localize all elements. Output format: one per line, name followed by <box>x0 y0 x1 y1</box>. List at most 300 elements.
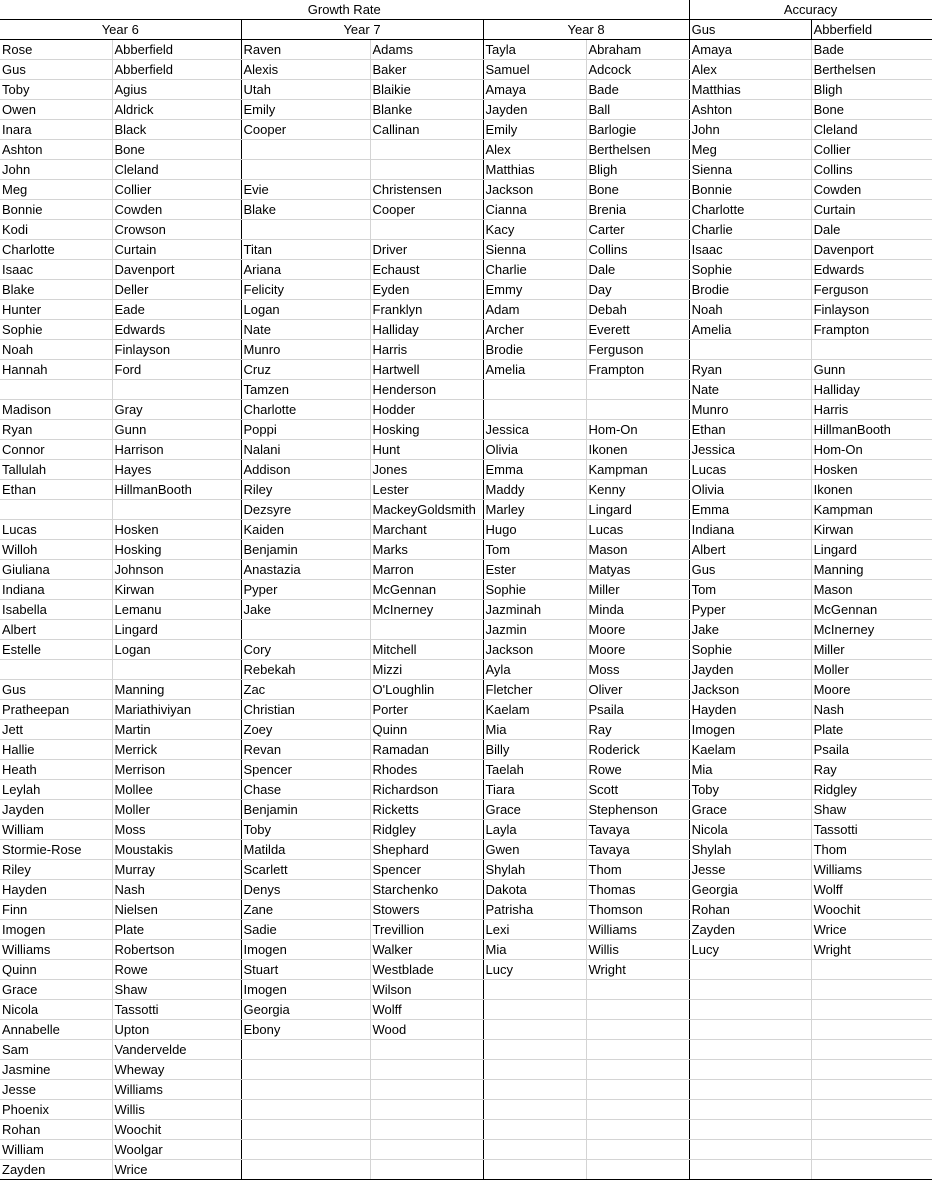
year6-last-name-cell: Plate <box>112 920 241 940</box>
year6-first-name-cell: Toby <box>0 80 112 100</box>
year6-last-name-cell: Moustakis <box>112 840 241 860</box>
year8-first-name-cell: Adam <box>483 300 586 320</box>
year7-last-name-cell: Rhodes <box>370 760 483 780</box>
table-row <box>0 1080 932 1100</box>
year7-first-name-cell: Revan <box>241 740 370 760</box>
year7-first-name-cell: Zoey <box>241 720 370 740</box>
accuracy-last-name-cell <box>811 1100 932 1120</box>
table-row <box>0 520 932 540</box>
year6-last-name-cell: Gunn <box>112 420 241 440</box>
year6-last-name-cell: Cowden <box>112 200 241 220</box>
year6-first-name-cell: Owen <box>0 100 112 120</box>
year7-last-name-cell: Ricketts <box>370 800 483 820</box>
year7-first-name-cell: Chase <box>241 780 370 800</box>
year6-last-name-cell: Nash <box>112 880 241 900</box>
year7-last-name-cell: Trevillion <box>370 920 483 940</box>
table-row <box>0 880 932 900</box>
year7-last-name-cell: Adams <box>370 40 483 60</box>
accuracy-first-name-cell: Shylah <box>689 840 811 860</box>
year8-last-name-cell: Ray <box>586 720 689 740</box>
year8-last-name-cell: Lucas <box>586 520 689 540</box>
year6-last-name-cell: Black <box>112 120 241 140</box>
accuracy-first-name-cell <box>689 1120 811 1140</box>
accuracy-last-name-cell <box>811 1040 932 1060</box>
year7-last-name-cell: MackeyGoldsmith <box>370 500 483 520</box>
year8-first-name-cell: Emily <box>483 120 586 140</box>
year7-last-name-cell: Blaikie <box>370 80 483 100</box>
year7-last-name-cell <box>370 1080 483 1100</box>
table-row <box>0 260 932 280</box>
year8-last-name-cell: Ferguson <box>586 340 689 360</box>
accuracy-first-name-cell: Noah <box>689 300 811 320</box>
accuracy-first-name-cell: Kaelam <box>689 740 811 760</box>
year6-first-name-cell: Hannah <box>0 360 112 380</box>
year6-last-name-cell: Williams <box>112 1080 241 1100</box>
table-row <box>0 180 932 200</box>
year6-first-name-cell: Sam <box>0 1040 112 1060</box>
year7-first-name-cell <box>241 140 370 160</box>
accuracy-first-name-cell: Charlie <box>689 220 811 240</box>
table-row <box>0 320 932 340</box>
accuracy-last-name-cell: Kirwan <box>811 520 932 540</box>
year7-last-name-cell: Hosking <box>370 420 483 440</box>
table-row <box>0 360 932 380</box>
year6-last-name-cell: Finlayson <box>112 340 241 360</box>
year6-first-name-cell: Hayden <box>0 880 112 900</box>
accuracy-first-name-cell <box>689 1000 811 1020</box>
year8-first-name-cell: Fletcher <box>483 680 586 700</box>
year7-first-name-cell: Zac <box>241 680 370 700</box>
table-row <box>0 200 932 220</box>
accuracy-first-name-cell <box>689 1080 811 1100</box>
year6-first-name-cell: Ryan <box>0 420 112 440</box>
table-row <box>0 140 932 160</box>
accuracy-first-name-cell: Charlotte <box>689 200 811 220</box>
year7-first-name-cell: Pyper <box>241 580 370 600</box>
year6-first-name-cell: Riley <box>0 860 112 880</box>
year6-first-name-cell: Grace <box>0 980 112 1000</box>
year8-last-name-cell: Carter <box>586 220 689 240</box>
year8-last-name-cell: Moore <box>586 640 689 660</box>
year7-last-name-cell: Ridgley <box>370 820 483 840</box>
year8-last-name-cell <box>586 1040 689 1060</box>
accuracy-first-name-cell <box>689 1020 811 1040</box>
year8-last-name-cell: Roderick <box>586 740 689 760</box>
year8-last-name-cell: Moore <box>586 620 689 640</box>
year6-last-name-cell: Manning <box>112 680 241 700</box>
year8-first-name-cell: Amaya <box>483 80 586 100</box>
year6-last-name-cell: Merrison <box>112 760 241 780</box>
year6-last-name-cell: Bone <box>112 140 241 160</box>
accuracy-first-name-cell <box>689 1140 811 1160</box>
year7-first-name-cell: Evie <box>241 180 370 200</box>
year7-first-name-cell: Christian <box>241 700 370 720</box>
year8-last-name-cell: Bligh <box>586 160 689 180</box>
table-row <box>0 680 932 700</box>
table-row <box>0 940 932 960</box>
year7-first-name-cell: Benjamin <box>241 800 370 820</box>
accuracy-last-name-cell <box>811 1140 932 1160</box>
year8-first-name-cell <box>483 1060 586 1080</box>
year7-first-name-cell <box>241 620 370 640</box>
accuracy-last-name-cell: Shaw <box>811 800 932 820</box>
year6-first-name-cell: Jett <box>0 720 112 740</box>
accuracy-first-name-cell <box>689 960 811 980</box>
accuracy-last-name-cell: Psaila <box>811 740 932 760</box>
accuracy-first-name-cell: Zayden <box>689 920 811 940</box>
year7-first-name-cell: Anastazia <box>241 560 370 580</box>
year8-last-name-cell: Stephenson <box>586 800 689 820</box>
year8-last-name-cell <box>586 1080 689 1100</box>
year7-last-name-cell: Spencer <box>370 860 483 880</box>
accuracy-last-name-cell: Plate <box>811 720 932 740</box>
year7-last-name-cell <box>370 1160 483 1180</box>
table-row <box>0 480 932 500</box>
year8-last-name-cell: Dale <box>586 260 689 280</box>
year7-header: Year 7 <box>241 20 483 40</box>
year7-first-name-cell: Matilda <box>241 840 370 860</box>
table-row <box>0 280 932 300</box>
year7-last-name-cell: Walker <box>370 940 483 960</box>
year6-first-name-cell: Williams <box>0 940 112 960</box>
table-row <box>0 300 932 320</box>
year6-first-name-cell: Bonnie <box>0 200 112 220</box>
year6-first-name-cell: Albert <box>0 620 112 640</box>
table-row <box>0 340 932 360</box>
year8-last-name-cell <box>586 1000 689 1020</box>
year8-last-name-cell: Bone <box>586 180 689 200</box>
accuracy-last-name-cell: Harris <box>811 400 932 420</box>
accuracy-last-name-cell: McInerney <box>811 620 932 640</box>
year8-last-name-cell: Ikonen <box>586 440 689 460</box>
year6-first-name-cell: Ethan <box>0 480 112 500</box>
year6-first-name-cell: William <box>0 820 112 840</box>
header-row-categories <box>0 0 932 20</box>
table-row <box>0 700 932 720</box>
year8-last-name-cell: Lingard <box>586 500 689 520</box>
accuracy-last-name-cell: Davenport <box>811 240 932 260</box>
accuracy-first-name-header: Gus <box>689 20 811 40</box>
table-row <box>0 960 932 980</box>
accuracy-last-name-cell <box>811 1060 932 1080</box>
year7-first-name-cell: Nalani <box>241 440 370 460</box>
accuracy-first-name-cell: Jesse <box>689 860 811 880</box>
accuracy-first-name-cell <box>689 1160 811 1180</box>
year6-first-name-cell: Kodi <box>0 220 112 240</box>
year6-last-name-cell: Hayes <box>112 460 241 480</box>
year7-first-name-cell: Riley <box>241 480 370 500</box>
growth-rate-header: Growth Rate <box>0 0 689 20</box>
year7-first-name-cell: Poppi <box>241 420 370 440</box>
year8-first-name-cell: Tom <box>483 540 586 560</box>
table-row <box>0 160 932 180</box>
accuracy-first-name-cell: Grace <box>689 800 811 820</box>
year8-first-name-cell: Jackson <box>483 180 586 200</box>
accuracy-first-name-cell <box>689 340 811 360</box>
accuracy-first-name-cell: Pyper <box>689 600 811 620</box>
accuracy-header: Accuracy <box>689 0 932 20</box>
table-row <box>0 540 932 560</box>
accuracy-first-name-cell: Olivia <box>689 480 811 500</box>
year7-first-name-cell: Nate <box>241 320 370 340</box>
table-row <box>0 740 932 760</box>
year6-first-name-cell: Zayden <box>0 1160 112 1180</box>
year7-first-name-cell: Denys <box>241 880 370 900</box>
accuracy-last-name-cell: HillmanBooth <box>811 420 932 440</box>
year7-first-name-cell: Georgia <box>241 1000 370 1020</box>
year7-last-name-cell: Marron <box>370 560 483 580</box>
year8-first-name-cell: Layla <box>483 820 586 840</box>
year7-last-name-cell: O'Loughlin <box>370 680 483 700</box>
year8-last-name-cell: Rowe <box>586 760 689 780</box>
year7-last-name-cell <box>370 220 483 240</box>
year8-last-name-cell <box>586 1100 689 1120</box>
accuracy-first-name-cell: Sienna <box>689 160 811 180</box>
year6-last-name-cell: Collier <box>112 180 241 200</box>
accuracy-last-name-header: Abberfield <box>811 20 932 40</box>
table-row <box>0 1100 932 1120</box>
year6-last-name-cell: Tassotti <box>112 1000 241 1020</box>
year6-last-name-cell: Davenport <box>112 260 241 280</box>
year8-last-name-cell: Frampton <box>586 360 689 380</box>
year8-last-name-cell: Adcock <box>586 60 689 80</box>
table-row <box>0 60 932 80</box>
year8-first-name-cell: Sophie <box>483 580 586 600</box>
year6-last-name-cell: Eade <box>112 300 241 320</box>
year8-first-name-cell <box>483 1080 586 1100</box>
year6-first-name-cell: Annabelle <box>0 1020 112 1040</box>
accuracy-first-name-cell: Jessica <box>689 440 811 460</box>
accuracy-last-name-cell: Bligh <box>811 80 932 100</box>
accuracy-last-name-cell <box>811 1080 932 1100</box>
year8-last-name-cell: Thomas <box>586 880 689 900</box>
year8-first-name-cell: Jazmin <box>483 620 586 640</box>
table-row <box>0 660 932 680</box>
year8-last-name-cell: Willis <box>586 940 689 960</box>
accuracy-last-name-cell: McGennan <box>811 600 932 620</box>
accuracy-first-name-cell: Hayden <box>689 700 811 720</box>
year7-first-name-cell <box>241 1120 370 1140</box>
table-row <box>0 380 932 400</box>
year6-first-name-cell: Inara <box>0 120 112 140</box>
year7-last-name-cell <box>370 1120 483 1140</box>
year8-first-name-cell: Jazminah <box>483 600 586 620</box>
accuracy-first-name-cell: Sophie <box>689 640 811 660</box>
year6-first-name-cell: John <box>0 160 112 180</box>
year6-last-name-cell: Harrison <box>112 440 241 460</box>
accuracy-last-name-cell: Ridgley <box>811 780 932 800</box>
year8-first-name-cell: Olivia <box>483 440 586 460</box>
accuracy-last-name-cell: Wrice <box>811 920 932 940</box>
table-row <box>0 640 932 660</box>
accuracy-last-name-cell: Frampton <box>811 320 932 340</box>
year8-last-name-cell: Matyas <box>586 560 689 580</box>
year8-first-name-cell: Ayla <box>483 660 586 680</box>
year7-first-name-cell <box>241 1040 370 1060</box>
accuracy-first-name-cell: Sophie <box>689 260 811 280</box>
year7-last-name-cell: Wilson <box>370 980 483 1000</box>
year8-last-name-cell: Kampman <box>586 460 689 480</box>
year7-first-name-cell <box>241 160 370 180</box>
year7-first-name-cell: Blake <box>241 200 370 220</box>
year7-last-name-cell <box>370 1060 483 1080</box>
year6-last-name-cell: Cleland <box>112 160 241 180</box>
year7-last-name-cell: Ramadan <box>370 740 483 760</box>
table-row <box>0 820 932 840</box>
accuracy-last-name-cell <box>811 1020 932 1040</box>
year7-first-name-cell: Charlotte <box>241 400 370 420</box>
year6-last-name-cell: Rowe <box>112 960 241 980</box>
year8-first-name-cell <box>483 1000 586 1020</box>
accuracy-last-name-cell: Hosken <box>811 460 932 480</box>
year7-first-name-cell: Ariana <box>241 260 370 280</box>
accuracy-last-name-cell <box>811 960 932 980</box>
accuracy-first-name-cell: Nate <box>689 380 811 400</box>
year6-first-name-cell: Willoh <box>0 540 112 560</box>
year8-first-name-cell: Brodie <box>483 340 586 360</box>
year8-last-name-cell <box>586 380 689 400</box>
year6-first-name-cell: Jayden <box>0 800 112 820</box>
year8-last-name-cell: Abraham <box>586 40 689 60</box>
year7-last-name-cell <box>370 620 483 640</box>
year7-last-name-cell <box>370 140 483 160</box>
year7-first-name-cell <box>241 1080 370 1100</box>
year8-first-name-cell <box>483 400 586 420</box>
accuracy-first-name-cell: Ashton <box>689 100 811 120</box>
year8-last-name-cell: Bade <box>586 80 689 100</box>
year6-last-name-cell: Gray <box>112 400 241 420</box>
year7-last-name-cell: Stowers <box>370 900 483 920</box>
year6-first-name-cell: Finn <box>0 900 112 920</box>
year8-last-name-cell: Everett <box>586 320 689 340</box>
year6-last-name-cell: Martin <box>112 720 241 740</box>
year7-last-name-cell <box>370 1100 483 1120</box>
year7-last-name-cell: Quinn <box>370 720 483 740</box>
year8-last-name-cell: Hom-On <box>586 420 689 440</box>
year8-last-name-cell: Mason <box>586 540 689 560</box>
table-row <box>0 840 932 860</box>
year6-first-name-cell: Stormie-Rose <box>0 840 112 860</box>
accuracy-last-name-cell: Nash <box>811 700 932 720</box>
accuracy-last-name-cell: Ferguson <box>811 280 932 300</box>
year7-first-name-cell: Tamzen <box>241 380 370 400</box>
accuracy-first-name-cell: John <box>689 120 811 140</box>
year7-first-name-cell: Raven <box>241 40 370 60</box>
accuracy-last-name-cell <box>811 340 932 360</box>
year7-first-name-cell: Imogen <box>241 980 370 1000</box>
year8-first-name-cell <box>483 1020 586 1040</box>
year6-first-name-cell <box>0 500 112 520</box>
year6-last-name-cell: HillmanBooth <box>112 480 241 500</box>
year8-first-name-cell: Archer <box>483 320 586 340</box>
accuracy-last-name-cell: Ikonen <box>811 480 932 500</box>
year8-first-name-cell: Sienna <box>483 240 586 260</box>
accuracy-last-name-cell: Berthelsen <box>811 60 932 80</box>
accuracy-first-name-cell: Mia <box>689 760 811 780</box>
year6-last-name-cell: Woolgar <box>112 1140 241 1160</box>
table-row <box>0 240 932 260</box>
table-row <box>0 760 932 780</box>
year8-last-name-cell: Kenny <box>586 480 689 500</box>
accuracy-first-name-cell: Toby <box>689 780 811 800</box>
accuracy-last-name-cell: Woochit <box>811 900 932 920</box>
accuracy-first-name-cell: Matthias <box>689 80 811 100</box>
year7-last-name-cell: Porter <box>370 700 483 720</box>
accuracy-last-name-cell: Moller <box>811 660 932 680</box>
year7-first-name-cell: Cruz <box>241 360 370 380</box>
year8-first-name-cell: Kaelam <box>483 700 586 720</box>
accuracy-last-name-cell: Thom <box>811 840 932 860</box>
year6-first-name-cell: Blake <box>0 280 112 300</box>
year8-last-name-cell: Berthelsen <box>586 140 689 160</box>
year6-first-name-cell: Indiana <box>0 580 112 600</box>
accuracy-last-name-cell: Bade <box>811 40 932 60</box>
table-row <box>0 1040 932 1060</box>
accuracy-last-name-cell: Halliday <box>811 380 932 400</box>
year7-last-name-cell: Jones <box>370 460 483 480</box>
accuracy-last-name-cell <box>811 1120 932 1140</box>
year6-last-name-cell: Edwards <box>112 320 241 340</box>
accuracy-first-name-cell <box>689 1060 811 1080</box>
year6-first-name-cell: Charlotte <box>0 240 112 260</box>
year6-first-name-cell: Jesse <box>0 1080 112 1100</box>
year8-last-name-cell: Tavaya <box>586 820 689 840</box>
year8-last-name-cell <box>586 400 689 420</box>
year7-first-name-cell: Titan <box>241 240 370 260</box>
year8-first-name-cell: Mia <box>483 720 586 740</box>
year7-first-name-cell: Toby <box>241 820 370 840</box>
year8-last-name-cell: Oliver <box>586 680 689 700</box>
year6-first-name-cell: Gus <box>0 680 112 700</box>
year8-last-name-cell: Moss <box>586 660 689 680</box>
year8-first-name-cell: Mia <box>483 940 586 960</box>
year6-first-name-cell: Noah <box>0 340 112 360</box>
year8-first-name-cell <box>483 980 586 1000</box>
year7-first-name-cell: Scarlett <box>241 860 370 880</box>
year6-last-name-cell: Lingard <box>112 620 241 640</box>
accuracy-first-name-cell: Lucas <box>689 460 811 480</box>
year6-last-name-cell: Abberfield <box>112 60 241 80</box>
year8-first-name-cell: Gwen <box>483 840 586 860</box>
year7-last-name-cell: Callinan <box>370 120 483 140</box>
year8-first-name-cell <box>483 380 586 400</box>
year8-first-name-cell <box>483 1160 586 1180</box>
year7-last-name-cell: Marchant <box>370 520 483 540</box>
year6-first-name-cell: Rose <box>0 40 112 60</box>
year8-last-name-cell: Debah <box>586 300 689 320</box>
year8-first-name-cell <box>483 1040 586 1060</box>
year7-last-name-cell: McGennan <box>370 580 483 600</box>
year8-last-name-cell: Scott <box>586 780 689 800</box>
accuracy-first-name-cell: Jake <box>689 620 811 640</box>
year8-first-name-cell: Matthias <box>483 160 586 180</box>
accuracy-first-name-cell: Gus <box>689 560 811 580</box>
year7-first-name-cell: Kaiden <box>241 520 370 540</box>
year6-first-name-cell <box>0 660 112 680</box>
year6-last-name-cell <box>112 660 241 680</box>
accuracy-first-name-cell: Meg <box>689 140 811 160</box>
table-row <box>0 900 932 920</box>
accuracy-last-name-cell <box>811 980 932 1000</box>
accuracy-last-name-cell: Williams <box>811 860 932 880</box>
year7-last-name-cell: Cooper <box>370 200 483 220</box>
year6-first-name-cell: Hallie <box>0 740 112 760</box>
year7-first-name-cell: Logan <box>241 300 370 320</box>
year8-first-name-cell: Marley <box>483 500 586 520</box>
table-row <box>0 980 932 1000</box>
year6-last-name-cell: Nielsen <box>112 900 241 920</box>
year6-last-name-cell: Wrice <box>112 1160 241 1180</box>
